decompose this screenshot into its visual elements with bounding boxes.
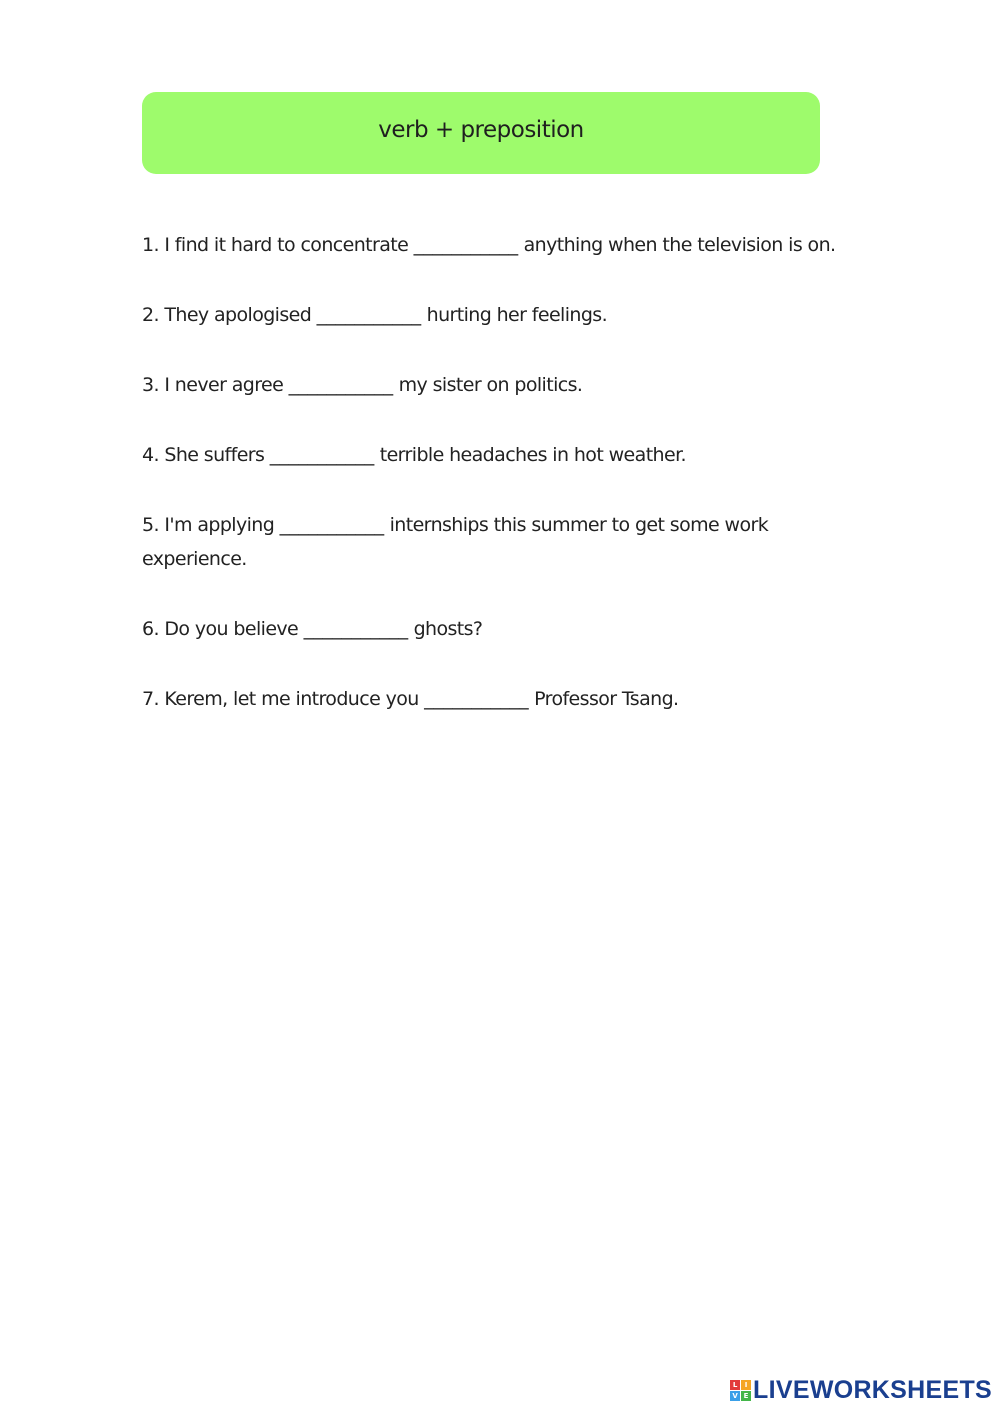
answer-blank[interactable]: ___________ [424,688,529,710]
question-text-after: terrible headaches in hot weather. [379,444,686,466]
question-text-after: Professor Tsang. [534,688,679,710]
question-2 [142,298,842,332]
liveworksheets-logo [730,1376,992,1405]
answer-blank[interactable]: ___________ [269,444,375,466]
logo-tile-l: L [730,1380,740,1390]
logo-tile-v: V [730,1391,740,1401]
answer-blank[interactable]: ___________ [288,374,394,396]
question-7 [142,682,842,716]
logo-tile-e: E [741,1391,751,1401]
worksheet-title: verb + preposition [378,117,584,143]
question-text-before: 6. Do you believe [142,618,299,640]
question-text-before: 5. I'm applying [142,514,275,536]
question-text-after: my sister on politics. [398,374,583,396]
question-4 [142,438,842,472]
question-text-after: ghosts? [413,618,483,640]
question-text-before: 3. I never agree [142,374,284,396]
answer-blank[interactable]: ___________ [279,514,385,536]
answer-blank[interactable]: ___________ [303,618,409,640]
logo-tile-i: I [741,1380,751,1390]
question-text-after: hurting her feelings. [426,304,608,326]
question-text-before: 7. Kerem, let me introduce you [142,688,419,710]
question-text-before: 4. She suffers [142,444,265,466]
answer-blank[interactable]: ___________ [413,234,519,256]
question-5 [142,508,842,576]
question-list [142,228,842,716]
question-text-after: anything when the television is on. [523,234,836,256]
question-6 [142,612,842,646]
title-banner [142,92,820,174]
liveworksheets-logo-icon [730,1380,751,1401]
question-3 [142,368,842,402]
logo-wordmark: LIVEWORKSHEETS [753,1376,992,1404]
question-text-before: 2. They apologised [142,304,312,326]
answer-blank[interactable]: ___________ [316,304,422,326]
question-1 [142,228,842,262]
question-text-after: internships this summer to get some work experience. [142,514,769,570]
question-text-before: 1. I find it hard to concentrate [142,234,409,256]
